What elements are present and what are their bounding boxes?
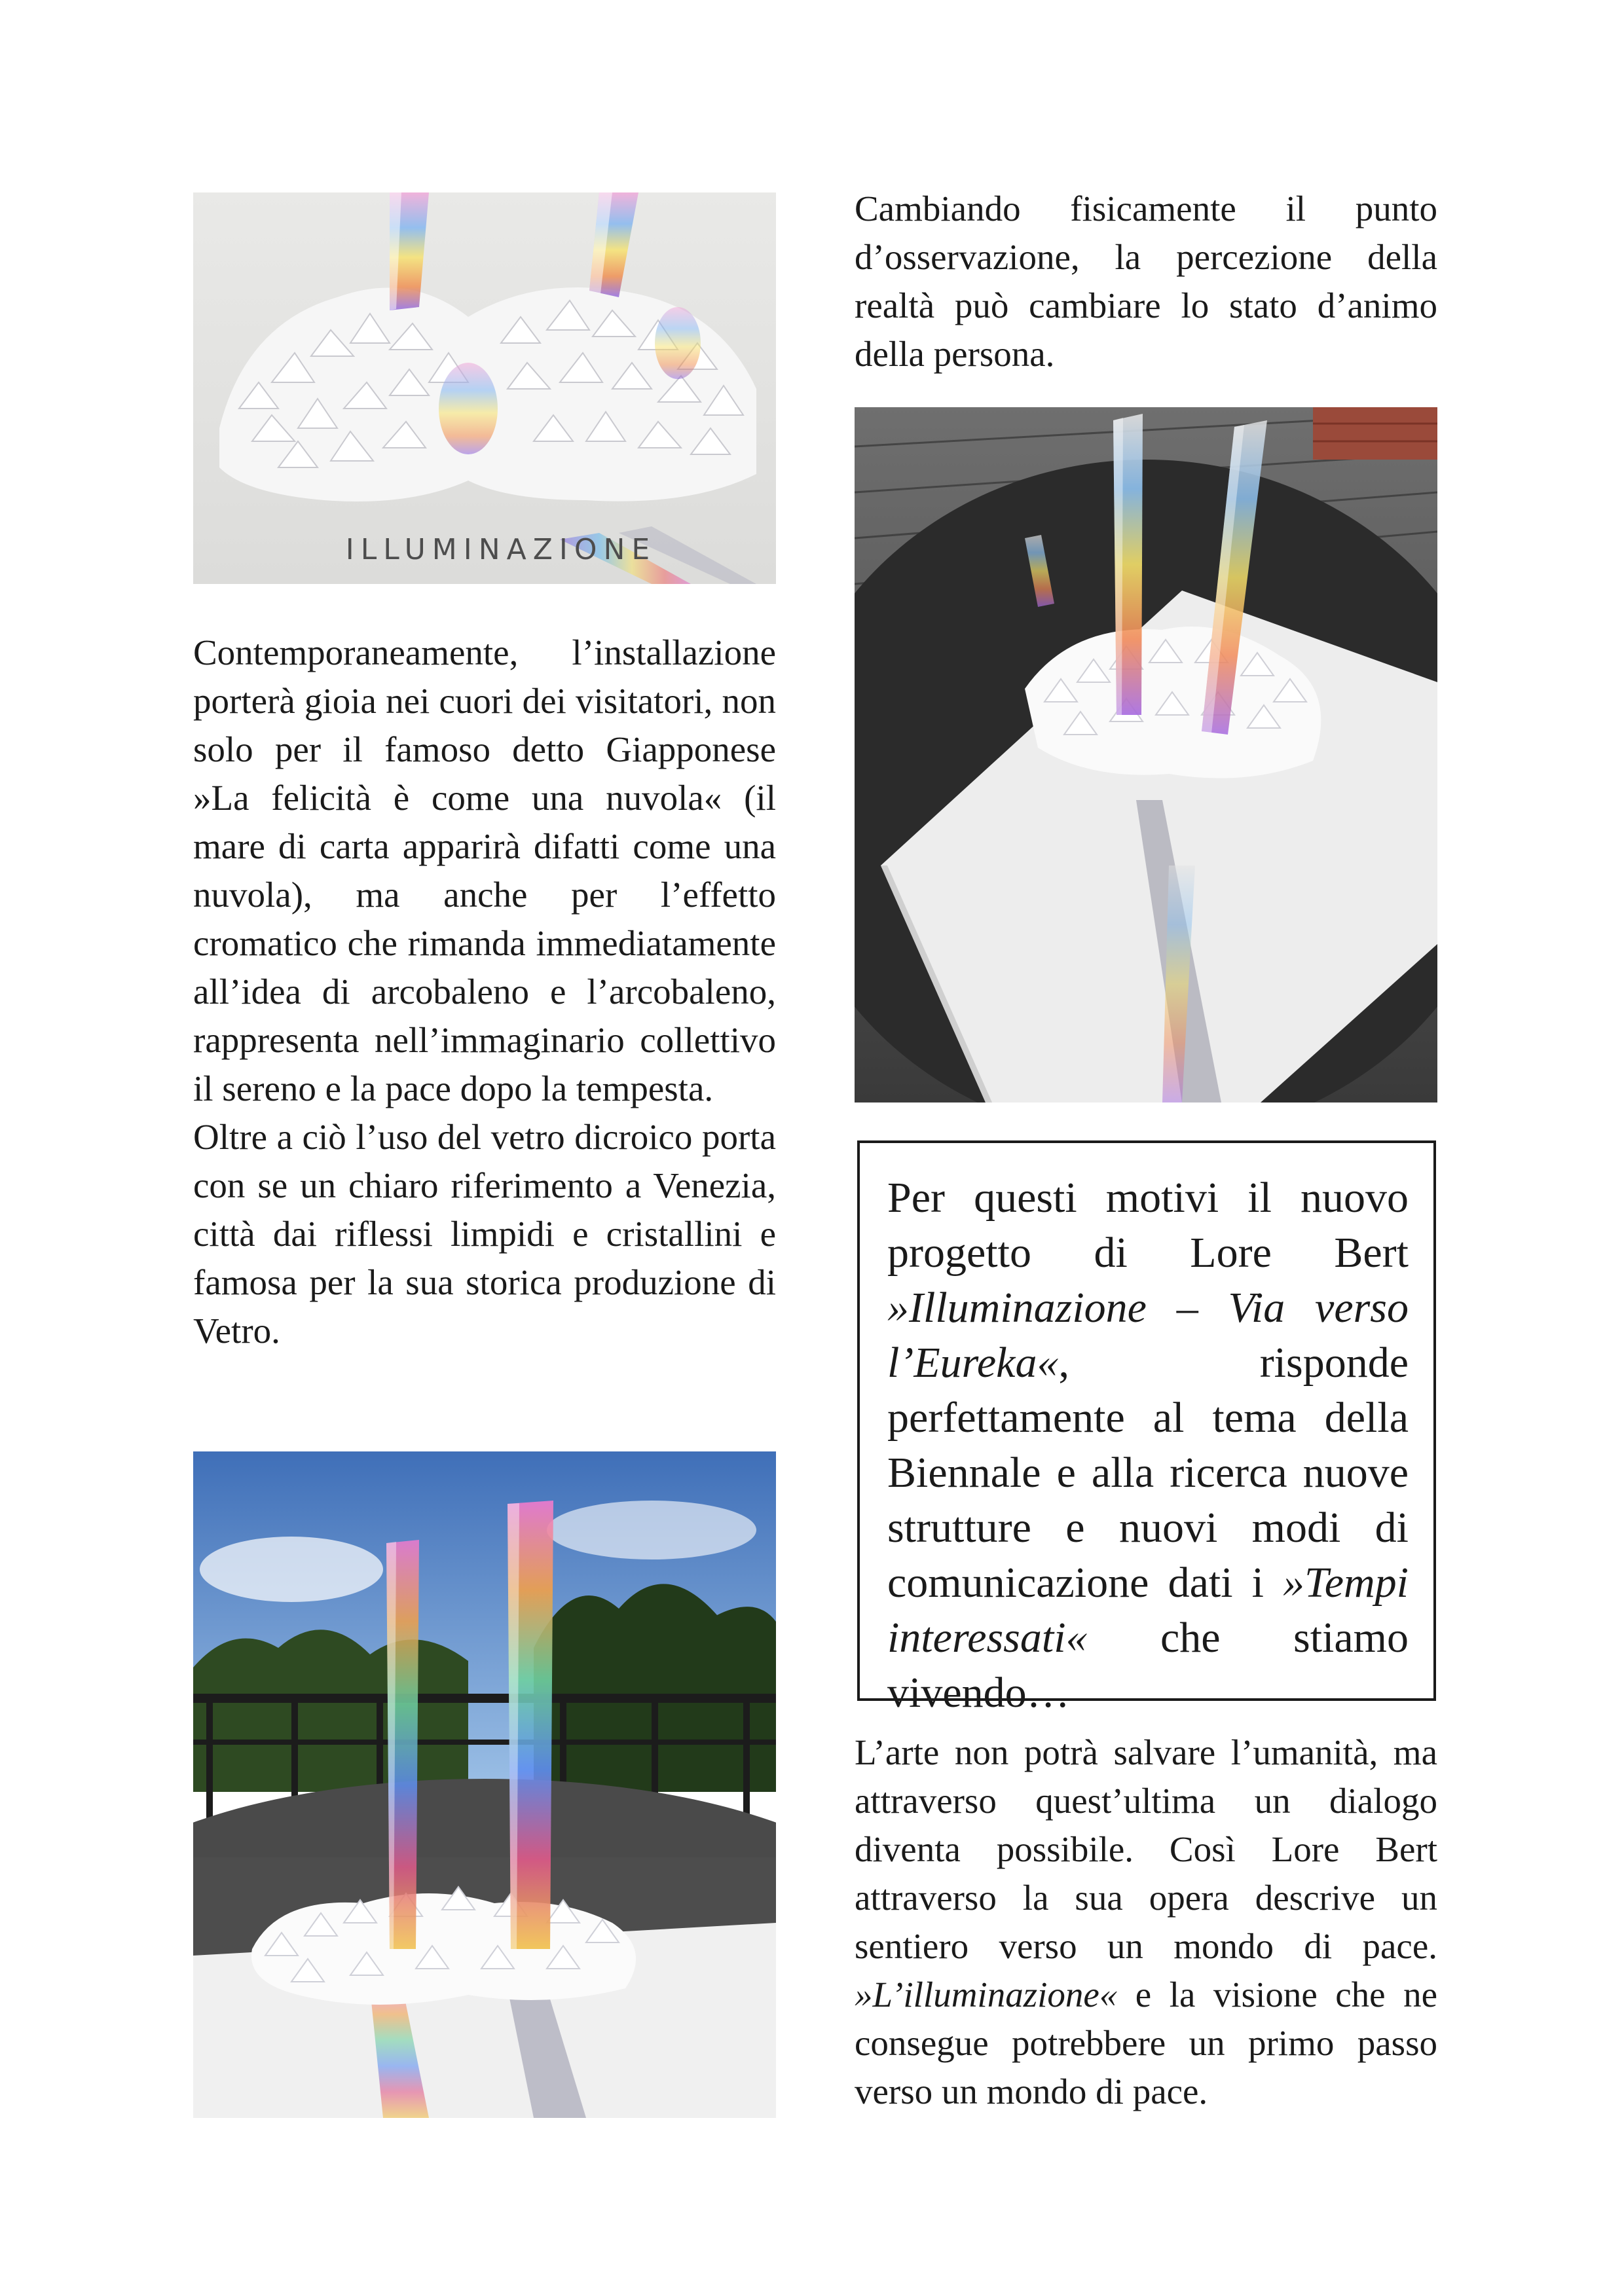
highlight-text-part3: che stiamo vivendo… xyxy=(887,1614,1409,1717)
main-description xyxy=(193,629,776,1355)
photo-top-left xyxy=(193,192,776,584)
photo-bottom-left xyxy=(193,1451,776,2118)
intro-paragraph xyxy=(855,185,1437,378)
intro-paragraph-text: Cambiando fisicamente il punto d’osservazione, la percezione della realtà può cambiare lo stato d’animo della persona. xyxy=(855,189,1437,374)
photo-sculpture-on-table xyxy=(855,407,1437,1102)
closing-text-part1: L’arte non potrà salvare l’umanità, ma attraverso quest’ultima un dialogo diventa possibile. Così Lore Bert attraverso la sua opera descrive un sentiero verso un mondo di pace. xyxy=(855,1732,1437,1966)
photo-sculpture-outdoors xyxy=(193,1451,776,2118)
handwritten-title: ILLUMINAZIONE xyxy=(345,533,657,566)
interesting-times-quote: »Tempi interessati« xyxy=(887,1559,1409,1662)
paragraph-joy: Contemporaneamente, l’installazione porterà gioia nei cuori dei visitatori, non solo per il famoso detto Giapponese »La felicità è come una nuvola« (il mare di carta apparirà difatti come una nuvola), ma anche per l’effetto cromatico che rimanda immediatamente all’idea di arcobaleno e l’arcobaleno, rappresenta nell’immaginario collettivo il sereno e la pace dopo la tempesta. xyxy=(193,632,776,1108)
illumination-quote: »L’illuminazione« xyxy=(855,1975,1118,2014)
photo-top-right xyxy=(855,407,1437,1102)
closing-text-part2: e la visione che ne consegue potrebbere un primo passo verso un mondo di pace. xyxy=(855,1975,1437,2111)
highlight-box xyxy=(857,1140,1436,1717)
closing-paragraph xyxy=(855,1728,1437,2116)
project-title: »Illuminazione – Via verso l’Eureka« xyxy=(887,1284,1409,1387)
paragraph-venice: Oltre a ciò l’uso del vetro dicroico porta con se un chiaro riferimento a Venezia, città dai riflessi limpidi e cristallini e famosa per la sua storica produzione di Vetro. xyxy=(193,1117,776,1351)
photo-sculpture-closeup xyxy=(193,192,776,584)
highlight-text-part1: Per questi motivi il nuovo progetto di Lore Bert xyxy=(887,1174,1409,1277)
highlight-text-part2: , risponde perfettamente al tema della Biennale e alla ricerca nuove strutture e nuovi modi di comunicazione dati i xyxy=(887,1339,1409,1607)
